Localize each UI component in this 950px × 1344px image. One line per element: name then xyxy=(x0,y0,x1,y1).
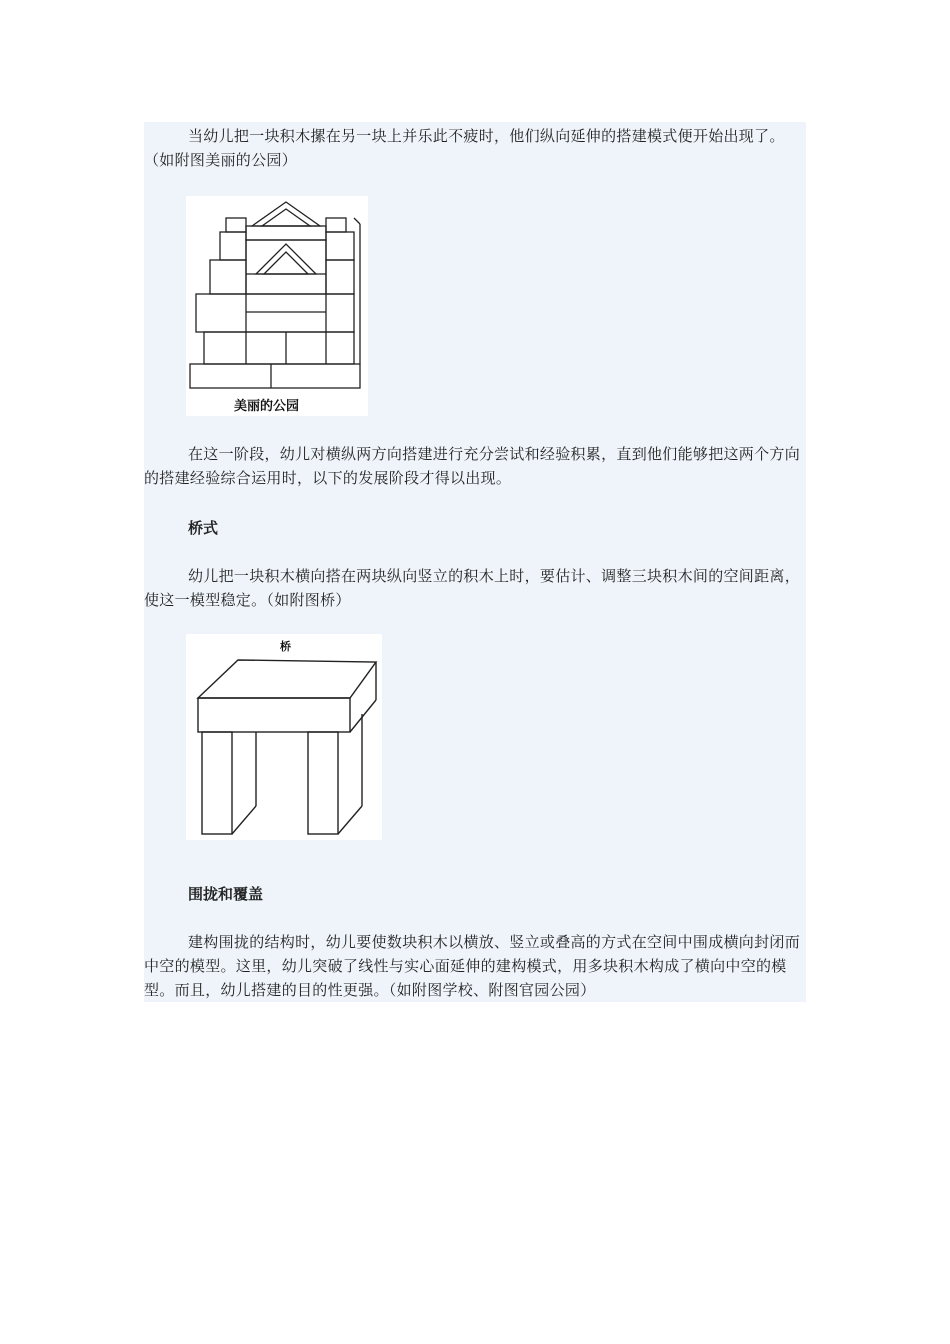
heading-enclose-and-cover: 围拢和覆盖 xyxy=(188,885,264,903)
bridge-block-drawing xyxy=(186,634,382,840)
park-block-drawing xyxy=(186,196,368,416)
figure-bridge xyxy=(186,634,382,840)
bridge-caption: 桥 xyxy=(280,640,291,653)
figure-beautiful-park xyxy=(186,196,368,416)
paragraph-stage-description: 在这一阶段，幼儿对横纵两方向搭建进行充分尝试和经验积累，直到他们能够把这两个方向的搭建经验综合运用时，以下的发展阶段才得以出现。 xyxy=(144,445,801,487)
park-caption: 美丽的公园 xyxy=(234,399,300,414)
heading-bridge: 桥式 xyxy=(188,519,219,537)
document-body xyxy=(144,122,806,1002)
paragraph-enclose: 建构围拢的结构时，幼儿要使数块积木以横放、竖立或叠高的方式在空间中围成横向封闭而中空的模型。这里，幼儿突破了线性与实心面延伸的建构模式，用多块积木构成了横向中空的模型。而且，幼儿搭建的目的性更强。（如附图学校、附图官园公园） xyxy=(144,933,801,999)
paragraph-bridge: 幼儿把一块积木横向搭在两块纵向竖立的积木上时，要估计、调整三块积木间的空间距离，使这一模型稳定。（如附图桥） xyxy=(144,567,801,609)
paragraph-vertical-stacking: 当幼儿把一块积木摞在另一块上并乐此不疲时，他们纵向延伸的搭建模式便开始出现了。（如附图美丽的公园） xyxy=(144,127,785,169)
